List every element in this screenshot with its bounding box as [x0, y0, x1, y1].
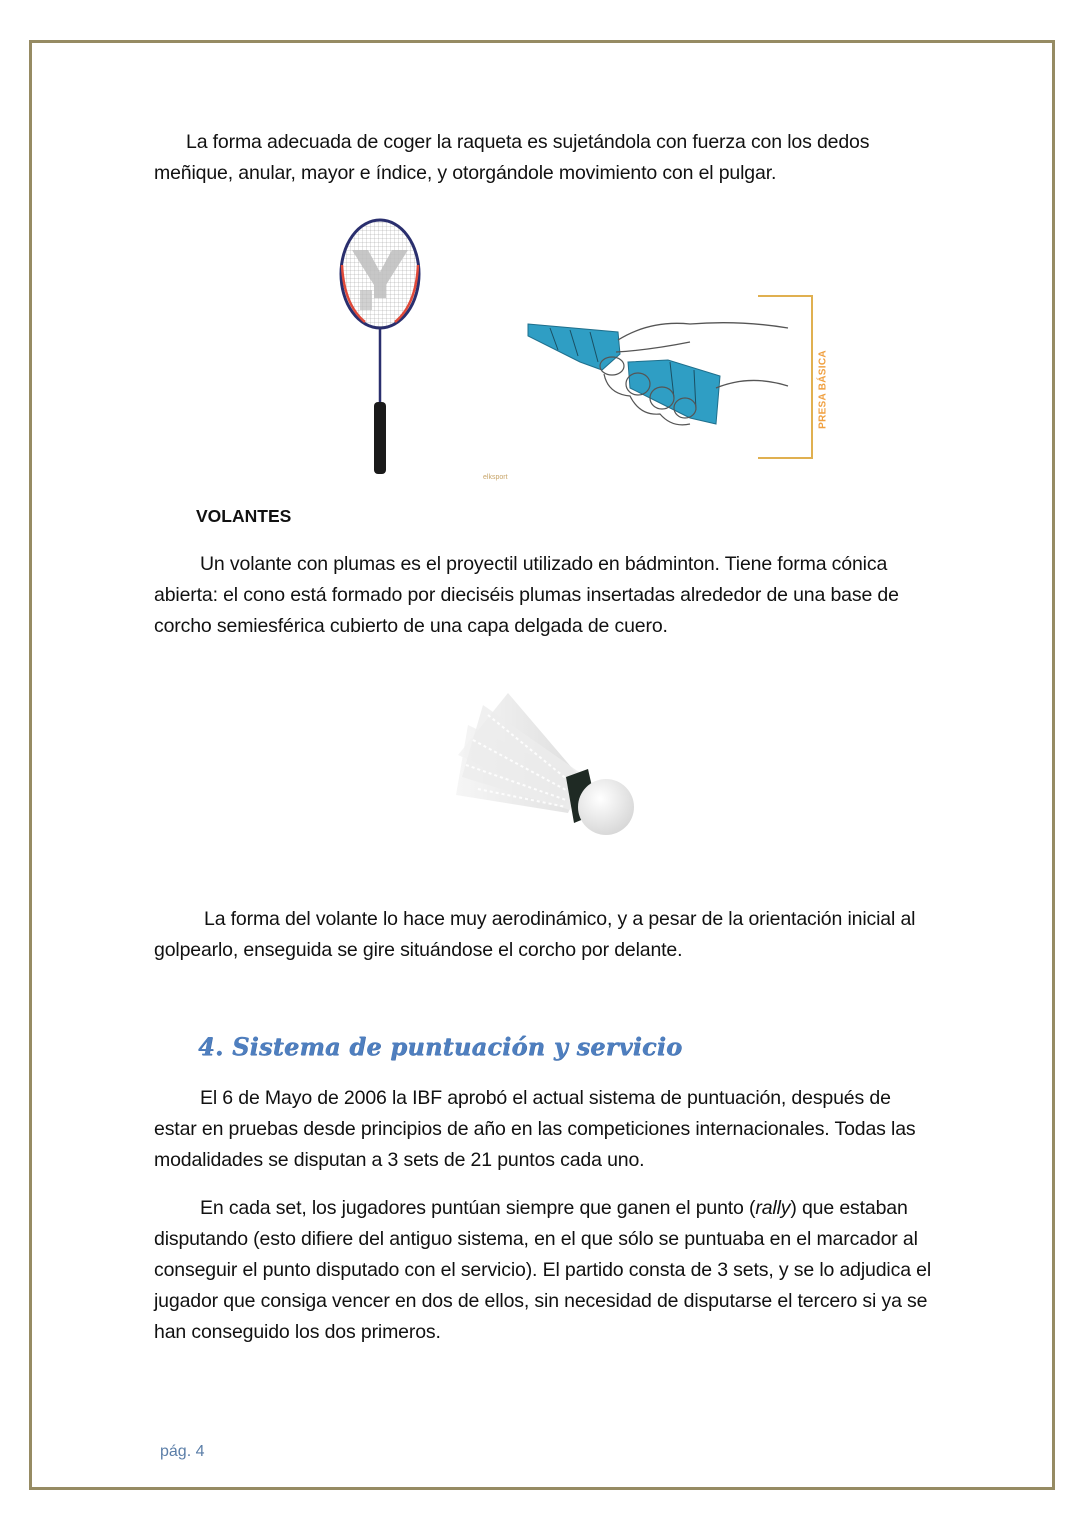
- scoring-paragraph-2-text-b: ) que estaban disputando (esto difiere del antiguo sistema, en el que sólo se puntuaba en el marcador al conseguir el punto disputado con el servicio). El partido consta de 3 sets, y se lo adjudica el jugador que consiga vencer en dos de ellos, sin necesidad de disputarse el tercero si ya se han conseguido los dos primeros.: [154, 1197, 932, 1343]
- volantes-label: VOLANTES: [196, 506, 292, 526]
- hand-grip-icon: [520, 290, 850, 470]
- grip-intro-paragraph: La forma adecuada de coger la raqueta es sujetándola con fuerza con los dedos meñique, anular, mayor e índice, y otorgándole movimiento con el pulgar.: [154, 131, 870, 184]
- badminton-racket-icon: [330, 210, 430, 480]
- scoring-paragraph-1: El 6 de Mayo de 2006 la IBF aprobó el actual sistema de puntuación, después de estar en pruebas desde principios de año en las competiciones internacionales. Todas las modalidades se disputan a 3 sets de 21 puntos cada uno.: [154, 1087, 916, 1171]
- shuttlecock-image: [448, 685, 643, 845]
- racket-image: [330, 210, 430, 480]
- image-credit: elksport: [483, 474, 508, 481]
- shuttlecock-icon: [448, 685, 643, 845]
- scoring-paragraph-2-text-a: En cada set, los jugadores puntúan siempre que ganen el punto (: [200, 1197, 756, 1219]
- section-heading: 4. Sistema de puntuación y servicio: [198, 1032, 683, 1061]
- scoring-paragraph-2: [154, 1193, 934, 1348]
- aerodynamics-paragraph: La forma del volante lo hace muy aerodinámico, y a pesar de la orientación inicial al golpearlo, enseguida se gire situándose el corcho por delante.: [154, 908, 916, 961]
- grip-label: PRESA BÁSICA: [817, 350, 829, 429]
- volantes-description: Un volante con plumas es el proyectil utilizado en bádminton. Tiene forma cónica abierta: el cono está formado por dieciséis plumas insertadas alrededor de una base de corcho semiesférica cubierto de una capa delgada de cuero.: [154, 553, 899, 637]
- grip-illustration: [520, 290, 850, 470]
- page-number: pág. 4: [160, 1443, 205, 1460]
- rally-term: rally: [755, 1197, 791, 1219]
